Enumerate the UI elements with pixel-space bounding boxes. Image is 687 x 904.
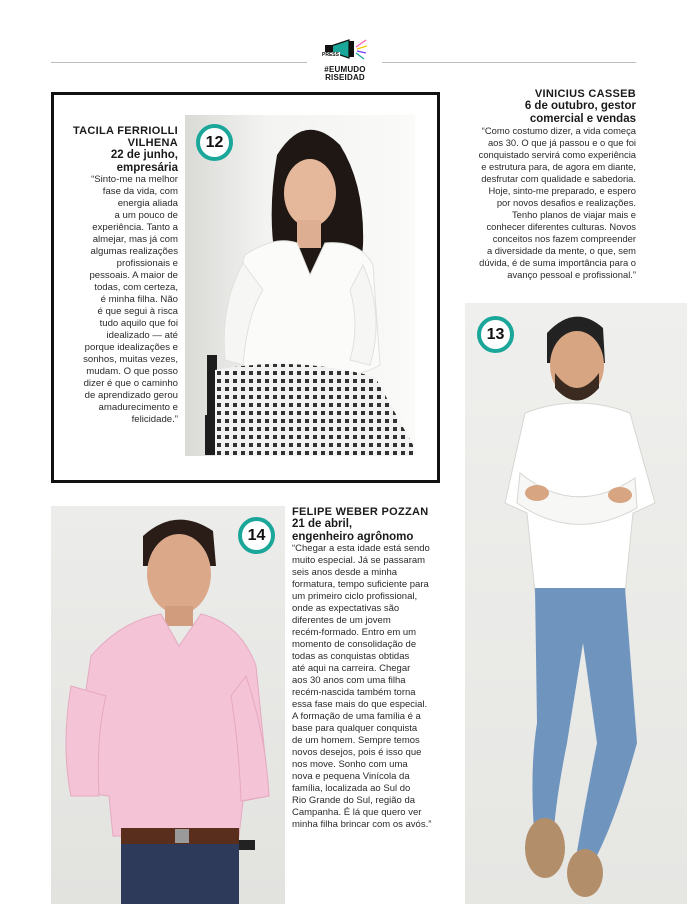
header-rule-right (382, 62, 636, 63)
profile-13-quote (455, 125, 636, 281)
quote-line: a diversidade da mente, o que, sem (486, 245, 636, 256)
quote-line: conhecer diferentes culturas. Novos (486, 221, 636, 232)
quote-line: e estrutura para, de agora em diante, (481, 161, 636, 172)
quote-line: conceitos nos fazem compreender (492, 233, 636, 244)
profile-14-photo (51, 506, 285, 904)
quote-line: Tenho planos de viajar mais e (511, 209, 636, 220)
profile-13-number-badge: 13 (477, 316, 514, 353)
quote-line: base para qualquer conquista (292, 723, 418, 734)
quote-line: conquistado servirá como experiência (478, 149, 636, 160)
quote-line: tudo aquilo que foi (99, 318, 178, 329)
quote-line: energia aliada (117, 198, 178, 209)
section-logo (313, 36, 377, 82)
profile-12-name-line-2: VILHENA (127, 137, 178, 149)
quote-line: dúvida, é de suma importância para o (479, 257, 636, 268)
quote-line: diferentes de um jovem (292, 615, 391, 626)
quote-line: onde as expectativas são (292, 603, 400, 614)
quote-line: nos move. Sonho com uma (292, 759, 408, 770)
quote-line: recém-nascida também torna (292, 687, 416, 698)
profile-14-date: 21 de abril, (292, 518, 353, 530)
quote-line: muito especial. Já se passaram (292, 555, 426, 566)
profile-14-role: engenheiro agrônomo (292, 530, 414, 543)
quote-line: profissionais e (116, 258, 178, 269)
quote-line: por novos desafios e realizações. (496, 197, 636, 208)
quote-line: é minha filha. Não (100, 294, 178, 305)
quote-line: avanço pessoal e profissional.” (507, 269, 636, 280)
profile-12-name-line-1: TACILA FERRIOLLI (72, 125, 178, 137)
quote-line: “Chegar a esta idade está sendo (292, 543, 430, 554)
profile-12-text (70, 125, 178, 426)
quote-line: desfrutar com qualidade e sabedoria. (481, 173, 636, 184)
quote-line: até aqui na carreira. Chegar (292, 663, 411, 674)
profile-13-date: 6 de outubro, gestor (524, 100, 636, 112)
quote-line: almejar, mas já com (92, 234, 178, 245)
quote-line: nova e pequena Vinícola da (292, 771, 410, 782)
quote-line: A formação de uma família é a (292, 711, 421, 722)
quote-line: família, localizada ao Sul do (292, 783, 411, 794)
quote-line: “Sinto-me na melhor (91, 174, 178, 185)
quote-line: felicidade.” (131, 414, 178, 425)
profile-12-role: empresária (116, 161, 178, 174)
quote-line: experiência. Tanto a (92, 222, 178, 233)
quote-line: de um homem. Sempre temos (292, 735, 420, 746)
quote-line: a um pouco de (114, 210, 178, 221)
quote-line: aos 30. O que já passou e o que foi (487, 137, 636, 148)
quote-line: idealizado — até (106, 330, 178, 341)
quote-line: momento de consolidação de (292, 639, 417, 650)
quote-line: Campanha. É lá que quero ver (292, 807, 422, 818)
profile-12-date: 22 de junho, (110, 149, 178, 161)
quote-line: é que segui à risca (97, 306, 178, 317)
header-rule-left (51, 62, 307, 63)
profile-14-number-badge: 14 (238, 517, 275, 554)
quote-line: Hoje, sinto-me preparado, e espero (488, 185, 636, 196)
quote-line: formatura, tempo suficiente para (292, 579, 429, 590)
quote-line: minha filha brincar com os avós.” (292, 819, 432, 830)
quote-line: pessoais. A maior de (89, 270, 178, 281)
profile-13-photo (465, 303, 687, 904)
quote-line: Rio Grande do Sul, região da (292, 795, 416, 806)
quote-line: fase da vida, com (102, 186, 178, 197)
profile-13-name: VINICIUS CASSEB (534, 88, 636, 100)
profile-12-number-badge: 12 (196, 124, 233, 161)
quote-line: seis anos desde a minha (292, 567, 398, 578)
profile-12-quote (70, 174, 178, 426)
profile-14-name: FELIPE WEBER POZZAN (292, 506, 429, 518)
quote-line: “Como costumo dizer, a vida começa (481, 125, 636, 136)
profile-14-quote (292, 543, 452, 831)
quote-line: todas, com certeza, (94, 282, 178, 293)
quote-line: sonhos, muitas vezes, (83, 354, 178, 365)
quote-line: essa fase mais do que especial. (292, 699, 428, 710)
quote-line: recém-formado. Entro em um (292, 627, 417, 638)
profile-13-text (455, 88, 636, 281)
quote-line: todas as conquistas obtidas (292, 651, 410, 662)
profile-13-role: comercial e vendas (529, 112, 636, 125)
quote-line: novos desejos, pois é isso que (292, 747, 422, 758)
quote-line: de aprendizado gerou (84, 390, 178, 401)
hashtag-line-1: #EUMUDO (324, 65, 366, 74)
quote-line: dizer é que o caminho (83, 378, 178, 389)
logo-badge: PRESS (322, 52, 339, 58)
quote-line: algumas realizações (90, 246, 178, 257)
quote-line: mudam. O que posso (86, 366, 178, 377)
quote-line: aos 30 anos com uma filha (292, 675, 406, 686)
quote-line: porque idealizações e (84, 342, 178, 353)
quote-line: um primeiro ciclo profissional, (292, 591, 418, 602)
profile-12-photo (185, 115, 415, 456)
hashtag-line-2: RISEIDAD (325, 73, 365, 82)
quote-line: amadurecimento e (98, 402, 178, 413)
profile-14-text (292, 506, 452, 831)
